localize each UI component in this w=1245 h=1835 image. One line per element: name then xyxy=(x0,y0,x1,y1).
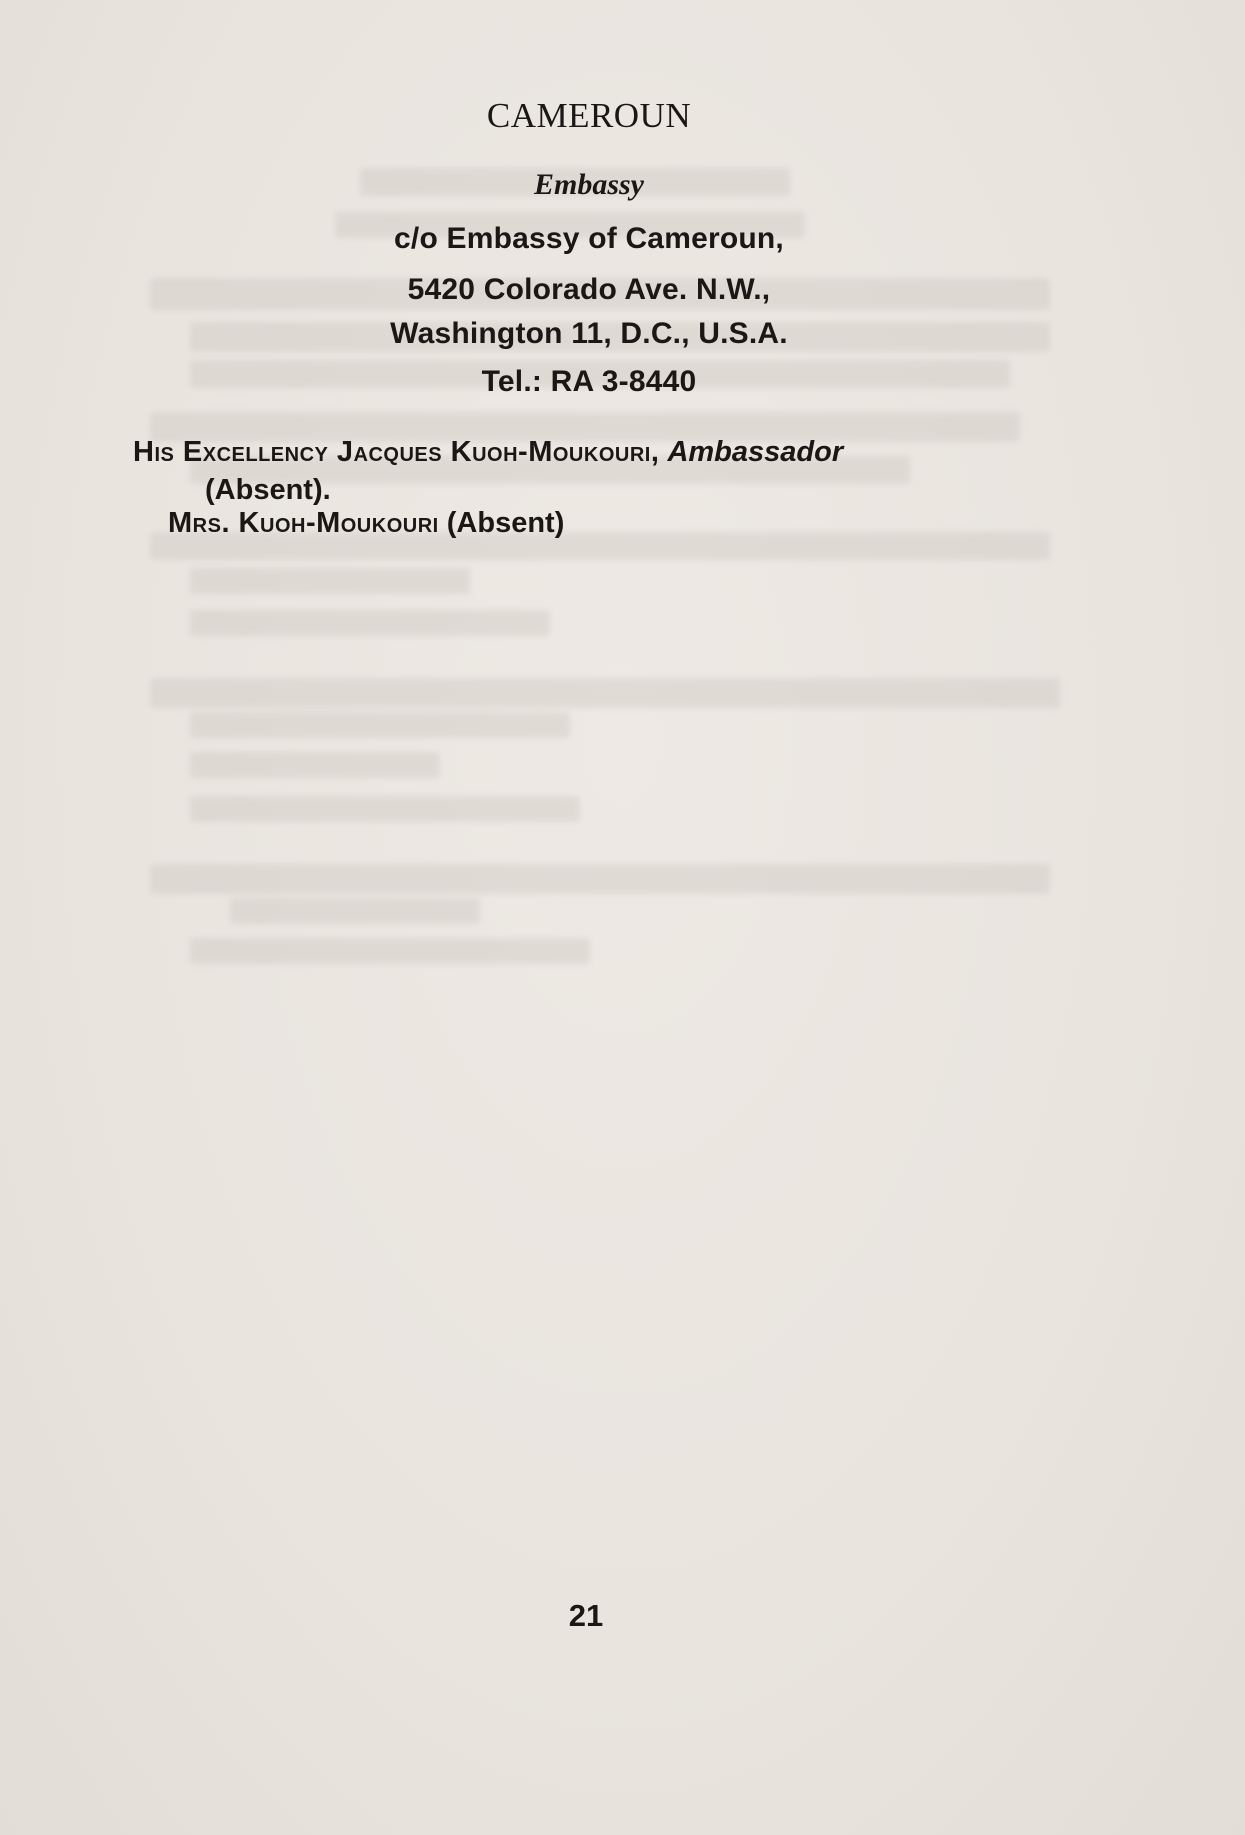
spouse-name: Mrs. Kuoh-Moukouri xyxy=(168,507,439,539)
page-number: 21 xyxy=(568,1598,604,1633)
address-line-2: 5420 Colorado Ave. N.W., xyxy=(407,273,771,306)
address-line-1: c/o Embassy of Cameroun, xyxy=(394,222,784,255)
ambassador-entry xyxy=(133,433,1053,509)
country-heading: CAMEROUN xyxy=(486,96,692,135)
section-subheading: Embassy xyxy=(533,168,644,201)
ambassador-title: Ambassador xyxy=(667,436,844,468)
telephone-line: Tel.: RA 3-8440 xyxy=(481,365,697,398)
ambassador-name: His Excellency Jacques Kuoh-Moukouri, xyxy=(133,436,660,468)
spouse-entry xyxy=(168,507,564,540)
ambassador-status: (Absent). xyxy=(205,474,331,506)
address-line-3: Washington 11, D.C., U.S.A. xyxy=(390,317,788,350)
spouse-status: (Absent) xyxy=(446,507,565,539)
